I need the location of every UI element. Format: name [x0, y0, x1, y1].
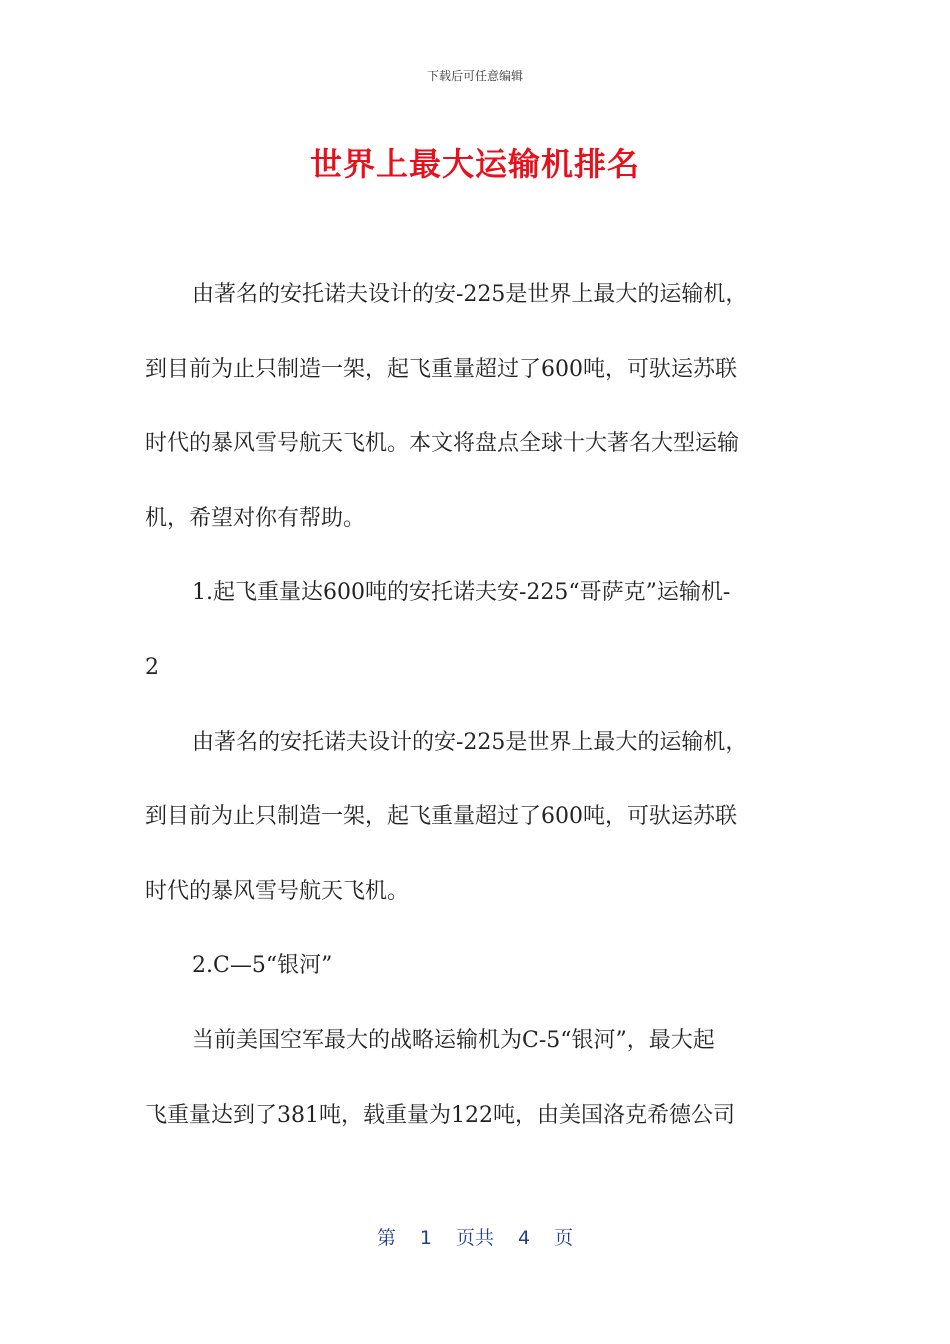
body-line: 飞重量达到了381吨，载重量为122吨，由美国洛克希德公司 — [145, 1102, 735, 1128]
section-heading-2: 2.C—5“银河” — [192, 953, 333, 979]
body-line: 由著名的安托诺夫设计的安-225是世界上最大的运输机， — [192, 282, 748, 307]
body-line: 由著名的安托诺夫设计的安-225是世界上最大的运输机， — [192, 729, 748, 755]
page-number-footer — [0, 1224, 950, 1252]
footer-total-pages: 4 — [518, 1227, 531, 1249]
body-line: 到目前为止只制造一架，起飞重量超过了600吨，可驮运苏联 — [145, 356, 737, 382]
body-line: 当前美国空军最大的战略运输机为C-5“银河”，最大起 — [192, 1027, 715, 1053]
section-heading-1: 1.起飞重量达600吨的安托诺夫安-225“哥萨克”运输机- — [192, 580, 731, 606]
body-line: 时代的暴风雪号航天飞机。 — [145, 878, 410, 904]
footer-suffix: 页 — [554, 1227, 574, 1249]
document-body — [145, 258, 805, 1153]
document-title: 世界上最大运输机排名 — [309, 145, 640, 183]
footer-current-page: 1 — [419, 1227, 432, 1249]
section-heading-1-continued: 2 — [145, 654, 159, 680]
footer-middle: 页共 — [455, 1227, 494, 1249]
body-line: 到目前为止只制造一架，起飞重量超过了600吨，可驮运苏联 — [145, 804, 737, 830]
body-line: 时代的暴风雪号航天飞机。本文将盘点全球十大著名大型运输 — [145, 431, 740, 457]
header-note: 下载后可任意编辑 — [426, 69, 523, 83]
footer-prefix: 第 — [376, 1227, 396, 1249]
body-line: 机，希望对你有帮助。 — [145, 505, 366, 531]
